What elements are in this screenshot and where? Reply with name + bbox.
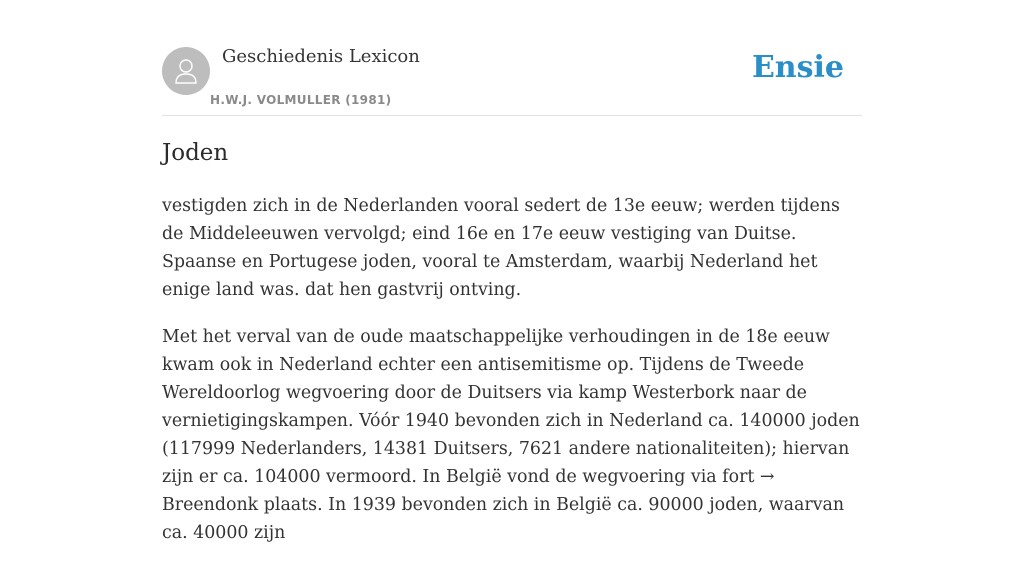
article-paragraph: Met het verval van de oude maatschappelijke verhoudingen in de 18e eeuw kwam ook in Nederland echter een antisemitisme op. Tijdens de Tweede Wereldoorlog wegvoering door de Duitsers via kamp Westerbork naar de vernietigingskampen. Vóór 1940 bevonden zich in Nederland ca. 140000 joden (117999 Nederlanders, 14381 Duitsers, 7621 andere nationaliteiten); hiervan zijn er ca. 104000 vermoord. In België vond de wegvoering via fort → Breendonk plaats. In 1939 bevonden zich in België ca. 90000 joden, waarvan ca. 40000 zijn: [162, 327, 860, 543]
article-paragraph: vestigden zich in de Nederlanden vooral sedert de 13e eeuw; werden tijdens de Middeleeuwen vervolgd; eind 16e en 17e eeuw vestiging van Duitse. Spaanse en Portugese joden, vooral te Amsterdam, waarbij Nederland het enige land was. dat hen gastvrij ontving.: [162, 196, 840, 300]
ensie-logo[interactable]: Ensie: [751, 50, 844, 85]
author-label[interactable]: H.W.J. VOLMULLER (1981): [210, 93, 392, 107]
source-title[interactable]: Geschiedenis Lexicon: [222, 46, 420, 67]
user-silhouette-icon: [162, 47, 210, 95]
avatar[interactable]: [162, 47, 210, 95]
header: [162, 0, 862, 116]
page: [162, 0, 862, 543]
page-title: Joden: [162, 140, 229, 166]
article-body: [162, 192, 862, 566]
